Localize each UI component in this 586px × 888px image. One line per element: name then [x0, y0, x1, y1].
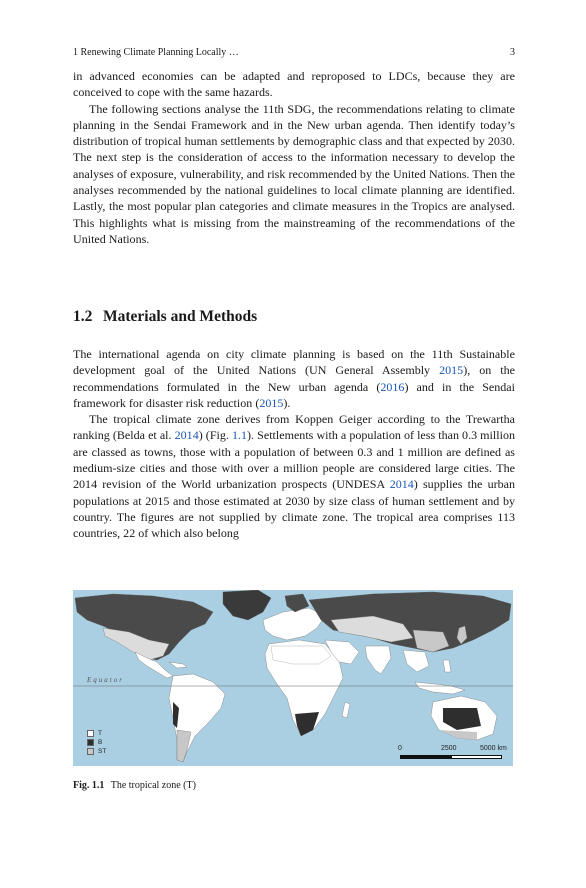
paragraph-tropical-zone [73, 411, 515, 541]
running-head-title: 1 Renewing Climate Planning Locally … [73, 47, 239, 58]
citation-link[interactable]: 2016 [380, 379, 405, 394]
caption-label: Fig. 1.1 [73, 780, 105, 791]
text-run: ), on the recommendations formulated in the New urban agenda ( [73, 363, 515, 394]
text-run: ) and in the Sendai framework for disaster risk reduction ( [73, 379, 516, 410]
legend-swatch [87, 730, 94, 737]
legend-label: ST [98, 748, 107, 755]
philippines-shape [443, 660, 451, 672]
greenland-shape [223, 590, 271, 620]
legend-item [87, 738, 106, 747]
citation-link[interactable]: 2015 [259, 395, 284, 410]
text-run: The international agenda on city climate planning is based on the 11th Sustainable development goal of the United Nations (UN General Assembly [73, 347, 515, 378]
section-title: Materials and Methods [103, 308, 258, 325]
map-legend [87, 729, 106, 756]
legend-label: B [98, 739, 103, 746]
section-number: 1.2 [73, 308, 93, 325]
madagascar-shape [342, 702, 350, 718]
legend-swatch [87, 739, 94, 746]
text-run: ) supplies the urban populations at 2015 and those estimated at 2030 by size class of human settlement and by country. The figures are not supplied by climate zone. The tropical area comprises 113 countries, 22 of which also belong [73, 477, 515, 541]
legend-item [87, 747, 106, 756]
section-heading [73, 307, 515, 327]
caption-text: The tropical zone (T) [110, 780, 196, 791]
scale-tick-label: 2500 [441, 745, 457, 752]
paragraph-outline: The following sections analyse the 11th SDG, the recommendations relating to climate planning in the Sendai Framework and in the New urban agenda. Then identify today’s distribution of tropical human settlements by demographic class and that expected by 2030. The next step is the consideration of access to the information necessary to develop the analyses of exposure, vulnerability, and risk recommended by the United Nations. Then the analyses recommended by the national guidelines to local climate planning are identified. Lastly, the most popular plan categories and climate measures in the Tropics are analysed. This highlights what is missing from the mainstreaming of the recommendations of the United Nations. [73, 101, 515, 246]
methods-text-block [73, 346, 515, 542]
running-head [73, 46, 515, 60]
sahara-region [271, 646, 331, 664]
citation-link[interactable]: 2015 [439, 363, 464, 378]
text-run: ) (Fig. [198, 428, 232, 443]
figure-reference-link[interactable]: 1.1 [231, 428, 248, 443]
scale-tick-label: 5000 km [480, 745, 507, 752]
india-shape [365, 646, 391, 674]
map-graphic [73, 590, 513, 766]
scale-bar-segment [451, 755, 502, 759]
figure-caption [73, 779, 515, 793]
legend-swatch [87, 748, 94, 755]
paragraph-agenda [73, 346, 515, 411]
equator-label: Equator [87, 676, 124, 684]
text-run: ). [283, 395, 291, 410]
intro-text-block [73, 68, 515, 247]
citation-link[interactable]: 2014 [174, 428, 199, 443]
page-number: 3 [510, 47, 515, 58]
southeast-asia-shape [403, 650, 429, 672]
legend-item [87, 729, 106, 738]
caribbean-shape [169, 662, 187, 668]
indonesia-shape [415, 682, 465, 694]
scale-tick-label: 0 [398, 745, 402, 752]
europe-shape [263, 608, 325, 640]
scale-bar [400, 745, 510, 761]
text-run: ). Settlements with a population of less than 0.3 million are classed as towns, those with a population of between 0.3 and 1 million are defined as medium-size cities and those with over a million people are considered large cities. The 2014 revision of the World urbanization prospects (UNDESA [73, 428, 515, 492]
world-climate-map [73, 590, 513, 766]
citation-link[interactable]: 2014 [389, 477, 414, 492]
paragraph-continuation: in advanced economies can be adapted and reproposed to LDCs, because they are conceived to cope with the same hazards. [73, 69, 515, 100]
legend-label: T [98, 730, 102, 737]
text-run: The tropical climate zone derives from Koppen Geiger according to the Trewartha ranking (Belda et al. [73, 412, 515, 443]
